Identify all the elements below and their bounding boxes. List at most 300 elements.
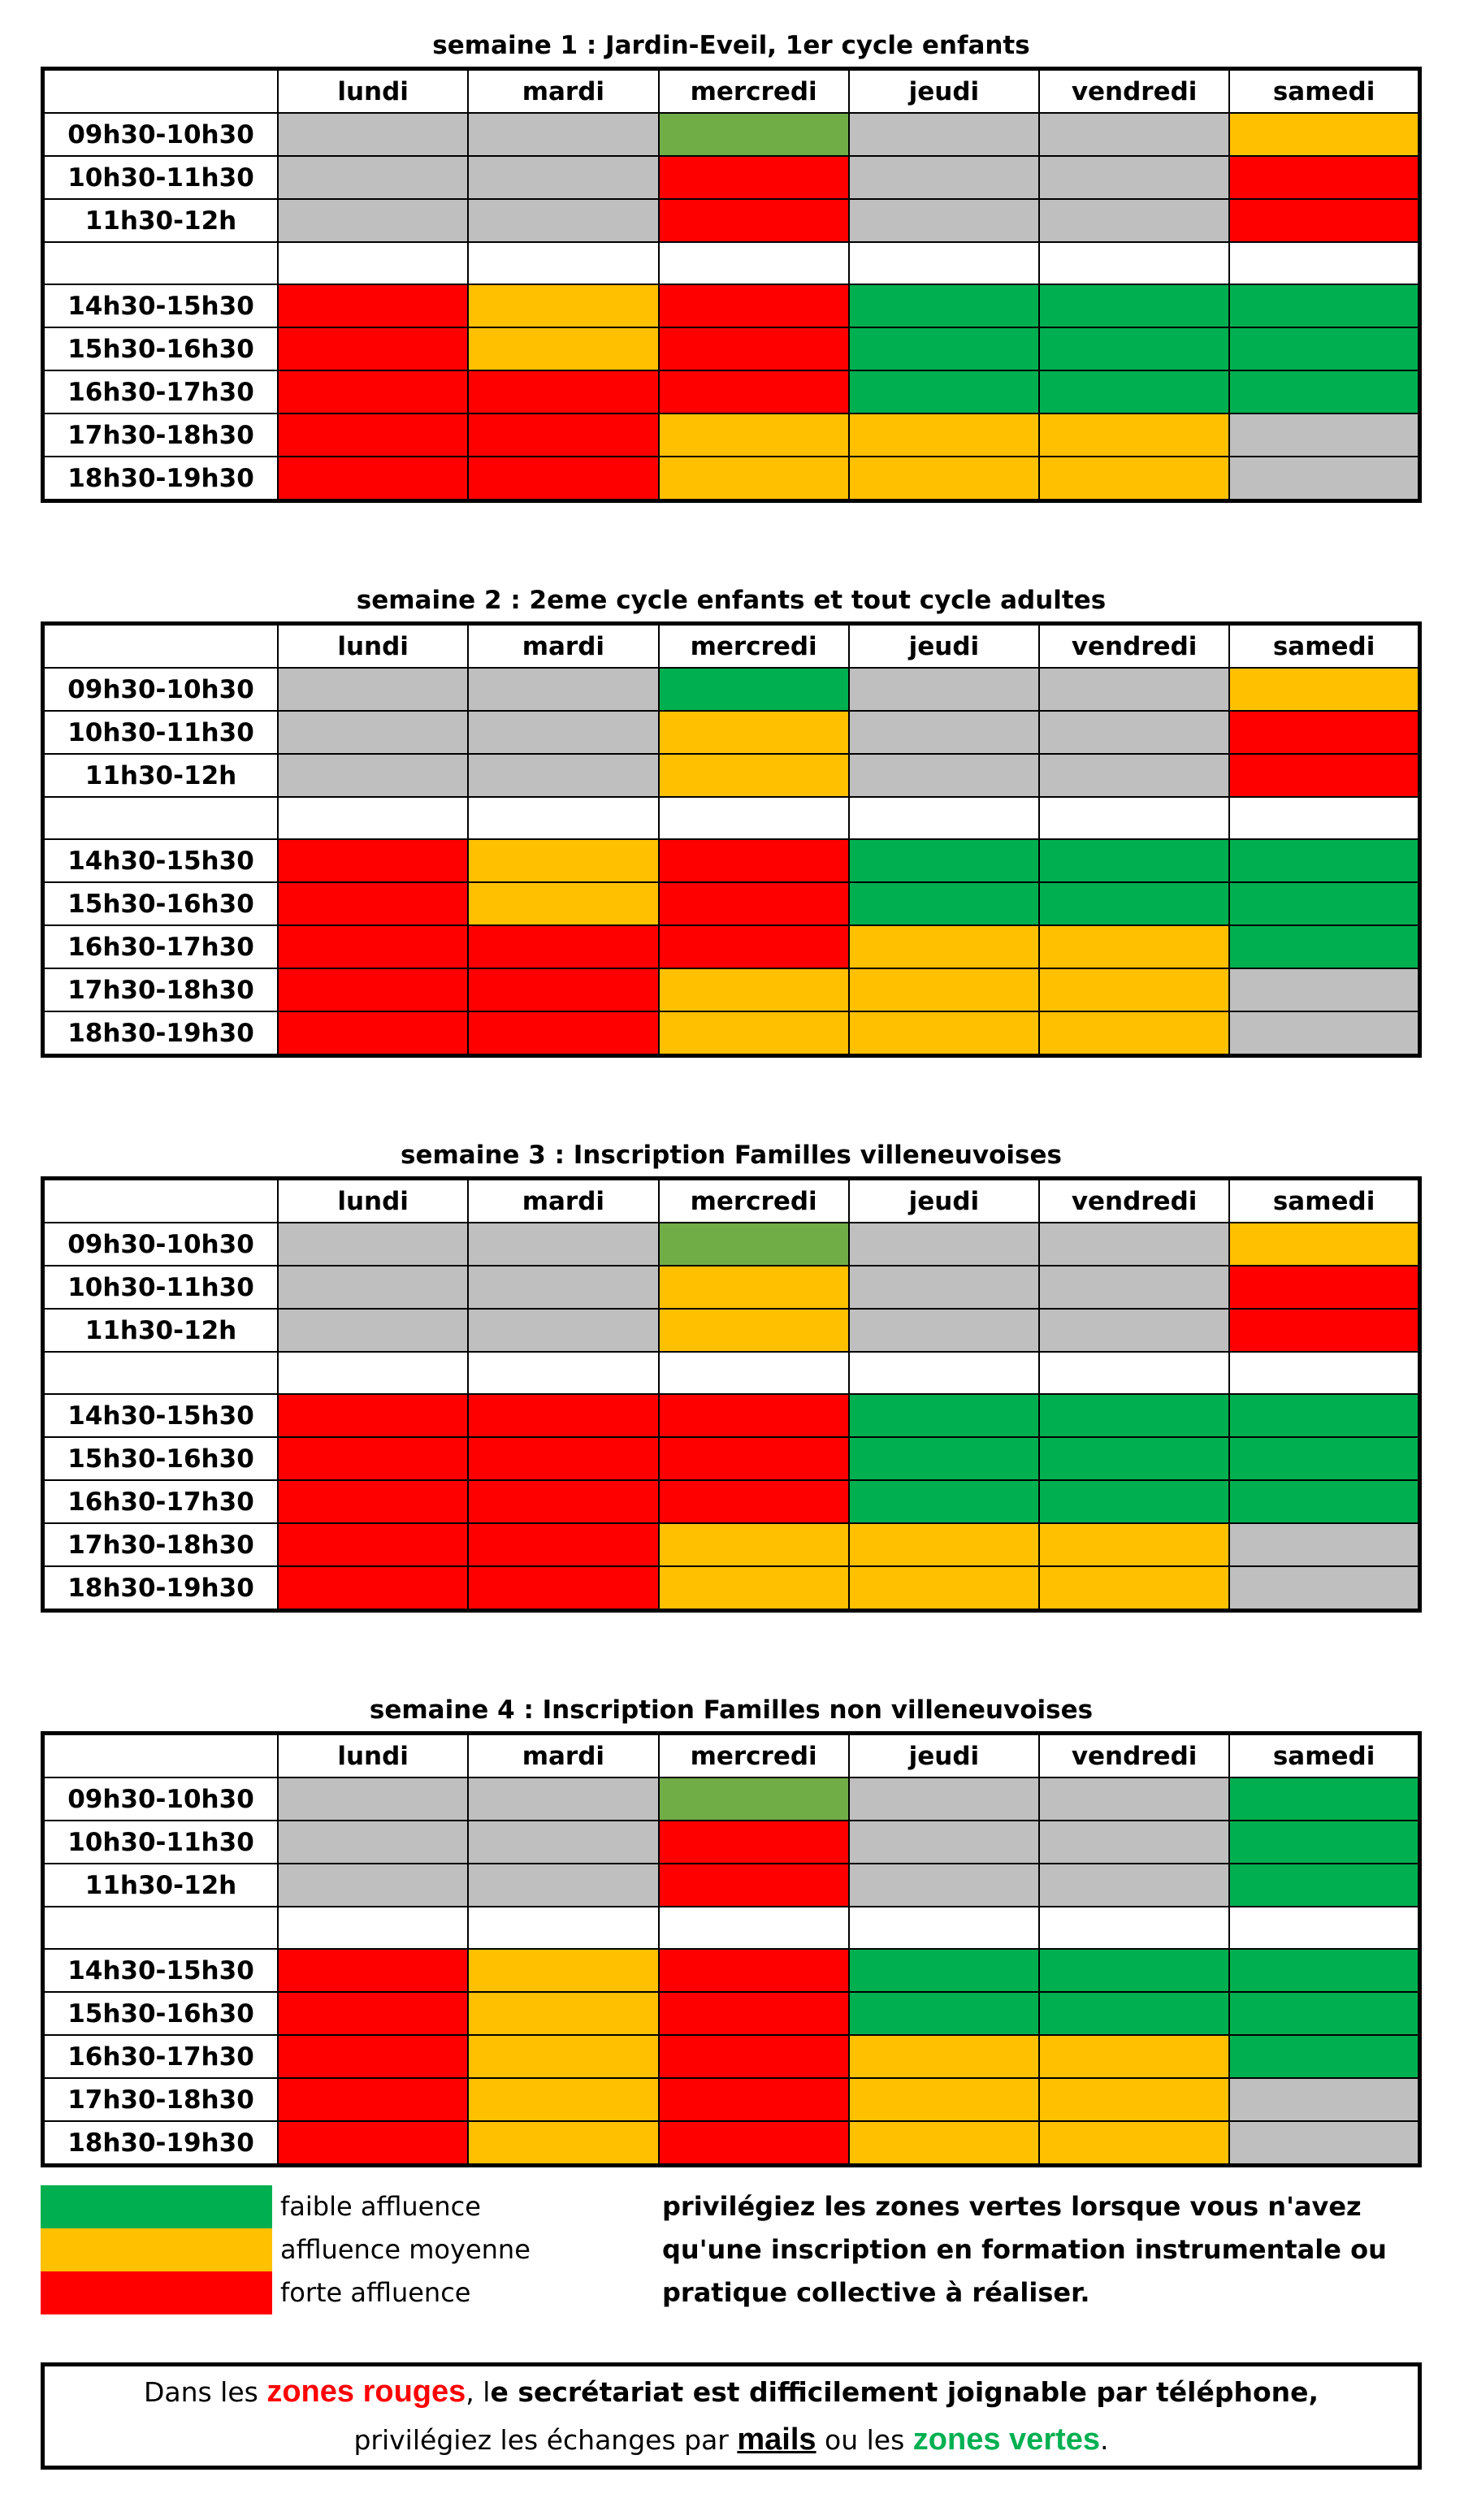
time-row <box>43 2035 1420 2078</box>
affluence-cell-gris <box>849 711 1039 754</box>
day-header: jeudi <box>849 1179 1039 1223</box>
affluence-cell-gris <box>278 156 468 199</box>
time-row <box>43 925 1420 968</box>
affluence-cell-vert_clair <box>659 113 849 156</box>
notice-zones-vertes: zones vertes <box>912 2423 1101 2457</box>
advice-line: privilégiez les zones vertes lorsque vous n'avez <box>662 2191 1362 2222</box>
affluence-cell-blanc <box>659 242 849 284</box>
affluence-cell-blanc <box>278 1907 468 1949</box>
affluence-cell-gris <box>1039 711 1229 754</box>
week-title: semaine 4 : Inscription Familles non villeneuvoises <box>369 1695 1094 1725</box>
time-slot-label: 15h30-16h30 <box>43 1437 279 1480</box>
schedule-table <box>41 67 1422 503</box>
affluence-cell-orange <box>659 1266 849 1309</box>
time-slot-label: 14h30-15h30 <box>43 839 279 882</box>
affluence-cell-blanc <box>1039 242 1229 284</box>
header-row <box>43 624 1420 669</box>
time-row <box>43 1394 1420 1437</box>
day-header: mercredi <box>659 69 849 114</box>
affluence-cell-blanc <box>849 1907 1039 1949</box>
week-1 <box>41 24 1422 503</box>
affluence-cell-gris <box>1229 1523 1419 1566</box>
day-header: jeudi <box>849 69 1039 114</box>
affluence-cell-orange <box>468 839 658 882</box>
time-slot-label: 18h30-19h30 <box>43 1011 279 1056</box>
time-row <box>43 1864 1420 1907</box>
affluence-cell-orange <box>659 457 849 501</box>
time-row <box>43 882 1420 925</box>
affluence-cell-rouge <box>468 457 658 501</box>
affluence-cell-gris <box>1039 754 1229 797</box>
affluence-cell-vert <box>1229 882 1419 925</box>
affluence-cell-blanc <box>1039 1352 1229 1394</box>
affluence-cell-rouge <box>1229 199 1419 242</box>
day-header: vendredi <box>1039 69 1229 114</box>
affluence-cell-rouge <box>659 284 849 327</box>
header-row <box>43 1734 1420 1778</box>
affluence-cell-gris <box>278 668 468 711</box>
affluence-cell-blanc <box>1229 797 1419 839</box>
advice-text <box>662 2185 1393 2314</box>
notice-text-bold: e secrétariat est difficilement joignable par téléphone, <box>490 2376 1319 2408</box>
affluence-cell-orange <box>849 1011 1039 1056</box>
corner-cell <box>43 1734 279 1778</box>
time-row <box>43 754 1420 797</box>
time-row <box>43 1223 1420 1266</box>
affluence-cell-vert <box>1039 1437 1229 1480</box>
affluence-cell-rouge <box>278 1992 468 2035</box>
affluence-cell-blanc <box>659 1352 849 1394</box>
affluence-cell-gris <box>1039 1777 1229 1821</box>
affluence-cell-gris <box>1039 199 1229 242</box>
day-header: vendredi <box>1039 1734 1229 1778</box>
affluence-cell-vert <box>1229 925 1419 968</box>
affluence-cell-vert <box>1039 1992 1229 2035</box>
affluence-cell-vert <box>849 1437 1039 1480</box>
time-row <box>43 1777 1420 1821</box>
affluence-cell-rouge <box>659 1864 849 1907</box>
affluence-cell-gris <box>1039 1821 1229 1864</box>
time-slot-label <box>43 242 279 284</box>
affluence-cell-orange <box>659 754 849 797</box>
affluence-cell-rouge <box>659 2078 849 2121</box>
affluence-cell-blanc <box>849 797 1039 839</box>
affluence-cell-blanc <box>278 242 468 284</box>
affluence-cell-gris <box>468 156 658 199</box>
affluence-cell-blanc <box>1039 1907 1229 1949</box>
header-row <box>43 1179 1420 1223</box>
affluence-cell-rouge <box>659 156 849 199</box>
affluence-cell-orange <box>1039 1011 1229 1056</box>
affluence-cell-rouge <box>659 2121 849 2166</box>
affluence-cell-vert <box>849 1949 1039 1992</box>
day-header: mercredi <box>659 1179 849 1223</box>
affluence-cell-gris <box>849 113 1039 156</box>
day-header: mardi <box>468 1734 658 1778</box>
time-slot-label: 10h30-11h30 <box>43 1821 279 1864</box>
affluence-cell-rouge <box>1229 754 1419 797</box>
affluence-cell-vert <box>1229 839 1419 882</box>
affluence-cell-rouge <box>278 1011 468 1056</box>
affluence-cell-orange <box>1229 1223 1419 1266</box>
time-slot-label: 15h30-16h30 <box>43 882 279 925</box>
affluence-cell-vert <box>1229 284 1419 327</box>
advice-line: qu'une inscription en formation instrumentale ou <box>662 2234 1387 2265</box>
affluence-cell-orange <box>849 457 1039 501</box>
time-slot-label: 10h30-11h30 <box>43 711 279 754</box>
affluence-cell-orange <box>849 2078 1039 2121</box>
affluence-cell-blanc <box>849 1352 1039 1394</box>
affluence-cell-gris <box>1039 1864 1229 1907</box>
time-slot-label: 18h30-19h30 <box>43 457 279 501</box>
affluence-cell-vert <box>1039 327 1229 370</box>
time-slot-label: 09h30-10h30 <box>43 1223 279 1266</box>
week-title: semaine 3 : Inscription Familles villeneuvoises <box>401 1141 1062 1170</box>
affluence-cell-gris <box>1039 156 1229 199</box>
time-row <box>43 839 1420 882</box>
time-slot-label: 10h30-11h30 <box>43 156 279 199</box>
time-row <box>43 668 1420 711</box>
schedule-table <box>41 1731 1422 2167</box>
time-slot-label: 16h30-17h30 <box>43 925 279 968</box>
affluence-cell-rouge <box>1229 1266 1419 1309</box>
affluence-cell-rouge <box>278 327 468 370</box>
break-row <box>43 1352 1420 1394</box>
affluence-cell-vert <box>659 668 849 711</box>
time-slot-label <box>43 1907 279 1949</box>
affluence-cell-orange <box>468 2121 658 2166</box>
corner-cell <box>43 69 279 114</box>
time-slot-label <box>43 1352 279 1394</box>
affluence-cell-gris <box>278 1223 468 1266</box>
affluence-cell-vert <box>1039 1480 1229 1523</box>
affluence-cell-rouge <box>278 1394 468 1437</box>
affluence-cell-blanc <box>468 1352 658 1394</box>
time-row <box>43 284 1420 327</box>
affluence-cell-orange <box>849 968 1039 1011</box>
notice-line-2 <box>45 2418 1418 2462</box>
affluence-cell-orange <box>659 1523 849 1566</box>
affluence-cell-orange <box>659 968 849 1011</box>
corner-cell <box>43 1179 279 1223</box>
time-row <box>43 1437 1420 1480</box>
affluence-cell-vert <box>849 1394 1039 1437</box>
affluence-cell-gris <box>849 199 1039 242</box>
affluence-cell-gris <box>278 711 468 754</box>
affluence-cell-rouge <box>659 1394 849 1437</box>
affluence-cell-rouge <box>468 1394 658 1437</box>
affluence-cell-rouge <box>468 1523 658 1566</box>
notice-text: . <box>1100 2424 1109 2456</box>
week-title: semaine 1 : Jardin-Eveil, 1er cycle enfants <box>432 31 1030 60</box>
affluence-cell-vert_clair <box>659 1223 849 1266</box>
affluence-cell-gris <box>849 754 1039 797</box>
time-row <box>43 370 1420 414</box>
affluence-cell-orange <box>1039 1566 1229 1611</box>
affluence-cell-rouge <box>468 370 658 414</box>
time-slot-label: 18h30-19h30 <box>43 2121 279 2166</box>
time-slot-label: 11h30-12h <box>43 1864 279 1907</box>
day-header: lundi <box>278 1734 468 1778</box>
affluence-cell-orange <box>468 327 658 370</box>
time-slot-label: 11h30-12h <box>43 199 279 242</box>
time-row <box>43 1821 1420 1864</box>
affluence-cell-rouge <box>278 1523 468 1566</box>
legend <box>41 2185 1422 2323</box>
affluence-cell-gris <box>849 1864 1039 1907</box>
affluence-cell-rouge <box>278 925 468 968</box>
affluence-cell-gris <box>278 1309 468 1352</box>
affluence-cell-orange <box>468 1949 658 1992</box>
affluence-cell-gris <box>468 1309 658 1352</box>
affluence-cell-rouge <box>278 414 468 457</box>
affluence-cell-rouge <box>278 2078 468 2121</box>
time-slot-label: 14h30-15h30 <box>43 284 279 327</box>
affluence-cell-rouge <box>278 1480 468 1523</box>
affluence-cell-orange <box>849 1523 1039 1566</box>
break-row <box>43 242 1420 284</box>
affluence-cell-blanc <box>468 242 658 284</box>
day-header: samedi <box>1229 69 1419 114</box>
time-row <box>43 968 1420 1011</box>
legend-label-faible: faible affluence <box>280 2191 481 2222</box>
legend-swatch-red <box>41 2271 272 2314</box>
time-row <box>43 711 1420 754</box>
affluence-cell-gris <box>278 113 468 156</box>
affluence-cell-gris <box>1229 414 1419 457</box>
time-row <box>43 199 1420 242</box>
affluence-cell-orange <box>849 2035 1039 2078</box>
affluence-cell-vert <box>849 1992 1039 2035</box>
affluence-cell-gris <box>1229 2078 1419 2121</box>
notice-text: , l <box>466 2376 491 2408</box>
affluence-cell-gris <box>468 1266 658 1309</box>
affluence-cell-rouge <box>468 925 658 968</box>
affluence-cell-orange <box>468 1992 658 2035</box>
affluence-cell-rouge <box>468 1011 658 1056</box>
time-slot-label: 16h30-17h30 <box>43 1480 279 1523</box>
affluence-cell-rouge <box>278 2035 468 2078</box>
time-slot-label: 14h30-15h30 <box>43 1949 279 1992</box>
schedule-table <box>41 621 1422 1058</box>
affluence-cell-vert <box>849 882 1039 925</box>
affluence-cell-orange <box>849 2121 1039 2166</box>
affluence-cell-gris <box>849 1309 1039 1352</box>
week-4 <box>41 1689 1422 2167</box>
affluence-cell-orange <box>1229 113 1419 156</box>
affluence-cell-orange <box>468 284 658 327</box>
notice-text: privilégiez les échanges par <box>353 2424 738 2456</box>
affluence-cell-blanc <box>659 797 849 839</box>
affluence-cell-vert <box>1039 1949 1229 1992</box>
affluence-cell-vert <box>1039 370 1229 414</box>
day-header: samedi <box>1229 1734 1419 1778</box>
affluence-cell-orange <box>1039 968 1229 1011</box>
time-row <box>43 156 1420 199</box>
affluence-cell-gris <box>278 1266 468 1309</box>
notice-mails: mails <box>737 2423 816 2457</box>
affluence-cell-rouge <box>659 2035 849 2078</box>
day-header: vendredi <box>1039 1179 1229 1223</box>
affluence-cell-vert <box>849 370 1039 414</box>
affluence-cell-blanc <box>278 1352 468 1394</box>
time-row <box>43 457 1420 501</box>
corner-cell <box>43 624 279 669</box>
affluence-cell-vert_clair <box>659 1777 849 1821</box>
affluence-cell-orange <box>659 1566 849 1611</box>
affluence-cell-vert <box>1039 882 1229 925</box>
week-title: semaine 2 : 2eme cycle enfants et tout cycle adultes <box>356 586 1107 615</box>
affluence-cell-blanc <box>1229 242 1419 284</box>
time-row <box>43 327 1420 370</box>
time-slot-label: 10h30-11h30 <box>43 1266 279 1309</box>
time-row <box>43 414 1420 457</box>
legend-label-moyenne: affluence moyenne <box>280 2234 531 2265</box>
affluence-cell-orange <box>659 1011 849 1056</box>
time-slot-label: 17h30-18h30 <box>43 1523 279 1566</box>
time-row <box>43 1949 1420 1992</box>
affluence-cell-vert <box>1229 1777 1419 1821</box>
affluence-cell-vert <box>1229 1864 1419 1907</box>
advice-line: pratique collective à réaliser. <box>662 2277 1090 2308</box>
affluence-cell-gris <box>849 1223 1039 1266</box>
affluence-cell-vert <box>1039 284 1229 327</box>
time-slot-label: 15h30-16h30 <box>43 327 279 370</box>
time-row <box>43 1266 1420 1309</box>
affluence-cell-gris <box>278 199 468 242</box>
time-slot-label: 09h30-10h30 <box>43 113 279 156</box>
affluence-cell-gris <box>468 199 658 242</box>
time-row <box>43 113 1420 156</box>
time-slot-label: 09h30-10h30 <box>43 668 279 711</box>
affluence-cell-blanc <box>468 797 658 839</box>
time-row <box>43 1992 1420 2035</box>
affluence-cell-orange <box>1039 414 1229 457</box>
notice-box <box>41 2362 1422 2470</box>
time-row <box>43 1309 1420 1352</box>
affluence-cell-gris <box>849 1777 1039 1821</box>
affluence-cell-rouge <box>1229 711 1419 754</box>
time-slot-label: 09h30-10h30 <box>43 1777 279 1821</box>
affluence-cell-rouge <box>278 968 468 1011</box>
affluence-cell-gris <box>468 668 658 711</box>
affluence-cell-gris <box>278 1777 468 1821</box>
affluence-cell-rouge <box>468 968 658 1011</box>
notice-text: Dans les <box>143 2376 267 2408</box>
affluence-cell-gris <box>849 1266 1039 1309</box>
affluence-cell-vert <box>1229 1949 1419 1992</box>
affluence-cell-blanc <box>1039 797 1229 839</box>
day-header: mercredi <box>659 1734 849 1778</box>
schedule-table <box>41 1176 1422 1613</box>
affluence-cell-orange <box>1039 925 1229 968</box>
affluence-cell-orange <box>849 925 1039 968</box>
affluence-cell-gris <box>1039 113 1229 156</box>
time-slot-label <box>43 797 279 839</box>
time-row <box>43 2078 1420 2121</box>
affluence-cell-orange <box>659 414 849 457</box>
notice-line-1 <box>45 2370 1418 2414</box>
affluence-cell-rouge <box>278 1949 468 1992</box>
affluence-cell-blanc <box>468 1907 658 1949</box>
affluence-cell-orange <box>659 1309 849 1352</box>
affluence-cell-rouge <box>659 839 849 882</box>
affluence-cell-rouge <box>659 370 849 414</box>
time-slot-label: 17h30-18h30 <box>43 2078 279 2121</box>
day-header: jeudi <box>849 624 1039 669</box>
time-row <box>43 1566 1420 1611</box>
affluence-cell-orange <box>1039 2035 1229 2078</box>
affluence-cell-vert <box>1229 370 1419 414</box>
affluence-cell-gris <box>1229 968 1419 1011</box>
header-row <box>43 69 1420 114</box>
affluence-cell-gris <box>1039 1223 1229 1266</box>
day-header: lundi <box>278 1179 468 1223</box>
time-slot-label: 11h30-12h <box>43 1309 279 1352</box>
affluence-cell-gris <box>468 1821 658 1864</box>
affluence-cell-rouge <box>278 839 468 882</box>
affluence-cell-blanc <box>278 797 468 839</box>
day-header: vendredi <box>1039 624 1229 669</box>
time-slot-label: 17h30-18h30 <box>43 414 279 457</box>
notice-text: ou les <box>816 2424 913 2456</box>
affluence-cell-rouge <box>278 1437 468 1480</box>
time-slot-label: 15h30-16h30 <box>43 1992 279 2035</box>
affluence-cell-rouge <box>468 1566 658 1611</box>
affluence-cell-blanc <box>849 242 1039 284</box>
time-row <box>43 1011 1420 1056</box>
time-slot-label: 16h30-17h30 <box>43 370 279 414</box>
week-3 <box>41 1134 1422 1613</box>
affluence-cell-blanc <box>1229 1907 1419 1949</box>
day-header: mardi <box>468 624 658 669</box>
time-row <box>43 1523 1420 1566</box>
affluence-cell-orange <box>1039 1523 1229 1566</box>
day-header: mardi <box>468 1179 658 1223</box>
affluence-cell-rouge <box>659 1949 849 1992</box>
affluence-cell-gris <box>1229 1011 1419 1056</box>
affluence-cell-gris <box>278 754 468 797</box>
affluence-cell-rouge <box>468 1437 658 1480</box>
affluence-cell-vert <box>849 327 1039 370</box>
affluence-cell-vert <box>1229 1394 1419 1437</box>
affluence-cell-vert <box>849 839 1039 882</box>
day-header: mercredi <box>659 624 849 669</box>
time-slot-label: 14h30-15h30 <box>43 1394 279 1437</box>
affluence-cell-gris <box>468 1223 658 1266</box>
affluence-cell-rouge <box>659 1821 849 1864</box>
affluence-cell-orange <box>468 2035 658 2078</box>
affluence-cell-gris <box>1039 668 1229 711</box>
affluence-cell-orange <box>849 1566 1039 1611</box>
affluence-cell-gris <box>849 668 1039 711</box>
affluence-cell-orange <box>659 711 849 754</box>
affluence-cell-gris <box>468 1864 658 1907</box>
affluence-cell-orange <box>1229 668 1419 711</box>
legend-label-forte: forte affluence <box>280 2277 471 2308</box>
notice-zones-rouges: zones rouges <box>266 2375 466 2409</box>
affluence-cell-vert <box>1229 327 1419 370</box>
affluence-cell-rouge <box>659 1437 849 1480</box>
affluence-cell-vert <box>1039 839 1229 882</box>
day-header: lundi <box>278 624 468 669</box>
affluence-cell-orange <box>849 414 1039 457</box>
affluence-cell-vert <box>1229 1992 1419 2035</box>
affluence-cell-vert <box>1039 1394 1229 1437</box>
break-row <box>43 1907 1420 1949</box>
time-slot-label: 17h30-18h30 <box>43 968 279 1011</box>
affluence-cell-orange <box>1039 2078 1229 2121</box>
